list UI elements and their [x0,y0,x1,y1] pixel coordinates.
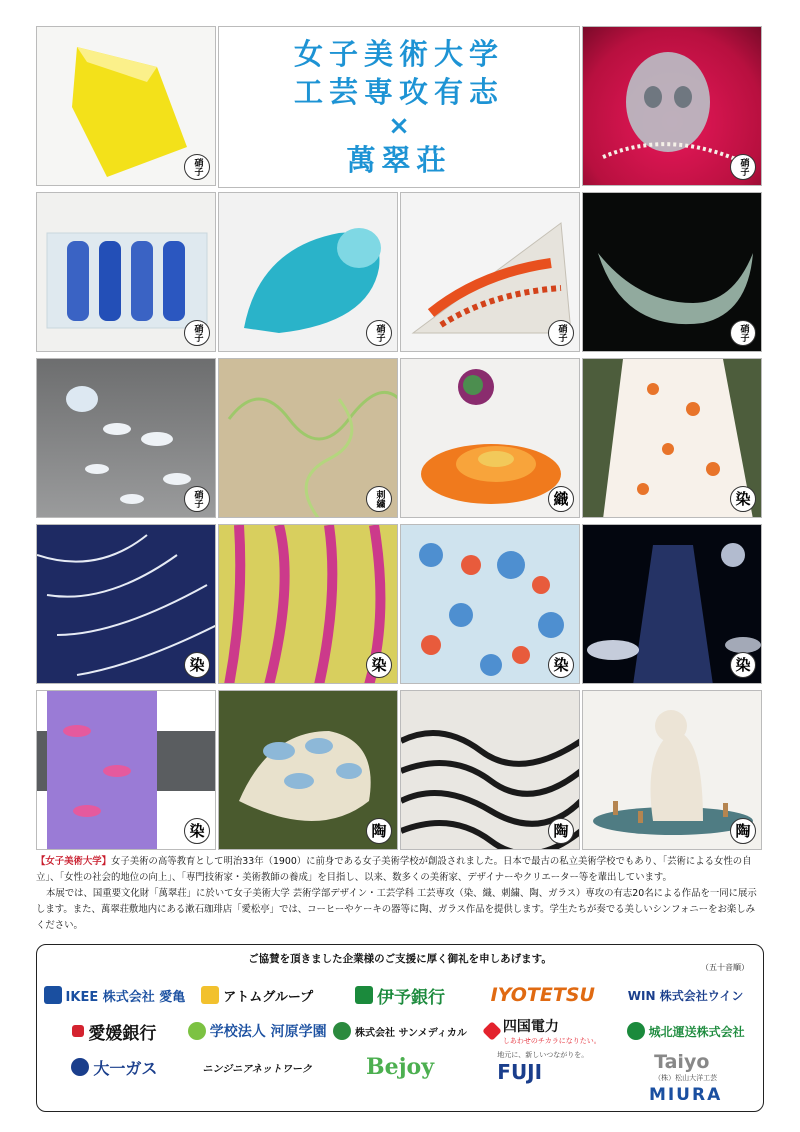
medium-badge: 硝子 [730,154,756,180]
title-line-2: 工芸専攻有志 [293,75,504,109]
sponsor-logo: MIURA [648,1085,723,1105]
artwork-tile [218,690,398,850]
sponsor-logo: 城北運送株式会社 [614,1022,757,1040]
sponsor-logo: 大一ガス [43,1056,186,1079]
artwork-tile [36,690,216,850]
sponsor-order-note: （五十音順） [701,963,749,972]
medium-badge: 陶 [548,818,574,844]
medium-badge: 陶 [366,818,392,844]
artwork-tile [400,524,580,684]
artwork-tile [36,524,216,684]
sponsor-logo: WIN 株式会社ウイン [627,988,744,1003]
sponsor-logo: Bejoy [365,1054,434,1080]
sponsor-logo: 四国電力 しあわせのチカラになりたい。 [471,1016,614,1046]
medium-badge: 硝子 [184,320,210,346]
medium-badge: 染 [184,818,210,844]
logo-mark-icon [355,986,373,1004]
artwork-tile [582,192,762,352]
artwork-tile [36,358,216,518]
logo-mark-icon [482,1021,502,1041]
title-line-1: 女子美術大学 [293,37,504,71]
medium-badge: 硝子 [184,154,210,180]
sponsor-panel [36,944,764,1112]
sponsor-logo: 地元に、新しいつながりを。 FUJI [497,1051,589,1084]
medium-badge: 染 [730,652,756,678]
sponsor-heading: ご協賛を頂きました企業様のご支援に厚く御礼を申しあげます。 [248,953,552,965]
artwork-tile [36,26,216,186]
sponsor-logos [43,977,757,1105]
artwork-grid [36,26,764,848]
sponsor-logo: IKEE 株式会社 愛亀 [43,986,186,1005]
medium-badge: 染 [184,652,210,678]
sponsor-logo: 株式会社 サンメディカル [329,1022,472,1040]
artwork-tile [400,690,580,850]
logo-mark-icon [188,1022,206,1040]
artwork-tile [218,358,398,518]
medium-badge: 硝子 [184,486,210,512]
title-line-3: 萬翠荘 [346,143,452,177]
logo-mark-icon [627,1022,645,1040]
artwork-tile [582,524,762,684]
sponsor-logo: 愛媛銀行 [43,1019,186,1044]
artwork-tile [582,358,762,518]
medium-badge: 硝子 [548,320,574,346]
logo-mark-icon [201,986,219,1004]
exhibition-title [218,26,580,188]
medium-badge: 硝子 [730,320,756,346]
medium-badge: 染 [548,652,574,678]
logo-mark-icon [333,1022,351,1040]
artwork-tile [582,690,762,850]
university-description [36,854,764,934]
artwork-tile [400,192,580,352]
description-paragraph-1: 女子美術の高等教育として明治33年（1900）に前身である女子美術学校が創設されました。日本で最古の私立美術学校でもあり、「芸術による女性の自立」、「女性の社会的地位の向上」、「専門技術家・美術教師の養成」を目指し、以来、数多くの美術家、デザイナーやクリエーター等を輩出しています。 [36,856,752,883]
sponsor-logo: ニンジニアネットワーク [202,1063,312,1075]
sponsor-logo: アトムグループ [186,986,329,1005]
logo-mark-icon [71,1058,89,1076]
title-cross: × [388,111,410,141]
medium-badge: 刺繍 [366,486,392,512]
logo-mark-icon [44,986,62,1004]
artwork-tile [218,524,398,684]
sponsor-logo: IYOTETSU [490,984,595,1006]
artwork-tile [400,358,580,518]
sponsor-logo: 伊予銀行 [329,983,472,1008]
description-paragraph-2: 本展では、国重要文化財「萬翠荘」に於いて女子美術大学 芸術学部デザイン・工芸学科 工芸専攻（染、織、刺繍、陶、ガラス）専攻の有志20名による作品を一同に展示します。また、萬翠荘敷地内にある漱石珈琲店「愛松亭」では、コーヒーやケーキの器等に陶、ガラス作品を提供します。学生たちが奏でる美しいシンフォニーをお楽しみください。 [36,888,757,931]
sponsor-logo: Taiyo （株）松山大洋工芸 [654,1051,718,1082]
artwork-tile [218,192,398,352]
medium-badge: 織 [548,486,574,512]
medium-badge: 染 [366,652,392,678]
medium-badge: 陶 [730,818,756,844]
logo-mark-icon [72,1025,84,1037]
description-heading: 【女子美術大学】 [36,856,112,867]
artwork-tile [36,192,216,352]
artwork-tile [582,26,762,186]
medium-badge: 染 [730,486,756,512]
medium-badge: 硝子 [366,320,392,346]
sponsor-logo: 学校法人 河原学園 [186,1021,329,1041]
